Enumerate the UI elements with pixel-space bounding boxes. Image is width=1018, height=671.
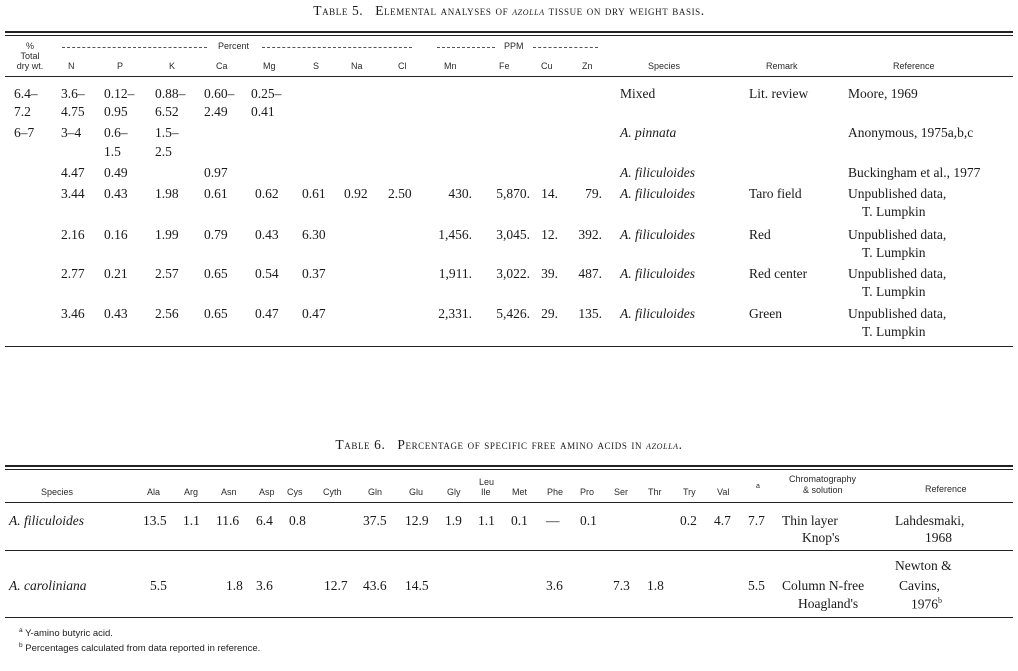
cell6-phe: 3.6 [546, 578, 563, 593]
cell-remark: Red center [749, 266, 808, 281]
cell-k: 1.98 [155, 186, 179, 201]
cell6-try: 0.2 [680, 513, 697, 528]
cell-ca: 0.97 [204, 165, 228, 180]
cell-ca: 0.65 [204, 306, 228, 321]
cell-zn: 487. [578, 266, 602, 281]
cell-cu: 29. [541, 306, 558, 321]
cell6-thr: 1.8 [647, 578, 664, 593]
table6-top-rule-thin [5, 469, 1013, 470]
cell-cl: 2.50 [388, 186, 412, 201]
footnote-b [19, 642, 260, 654]
hdr6-glu: Glu [409, 487, 424, 497]
footnote-text: Percentages calculated from data reported in reference. [25, 643, 261, 655]
species-name: A. filiculoides [9, 513, 84, 528]
cell-n: 3–4 [61, 125, 82, 140]
hdr6-cys: Cys [287, 487, 303, 497]
hdr-k: K [169, 61, 176, 71]
cell6-chrom1: Thin layer [782, 513, 838, 528]
cell-zn: 79. [585, 186, 602, 201]
species-name: A. filiculoides [620, 186, 695, 201]
species-name: A. filiculoides [620, 165, 695, 180]
hdr6-arg: Arg [184, 487, 199, 497]
cell-reference: Unpublished data, [848, 186, 947, 201]
cell-p: 0.16 [104, 227, 128, 242]
cell-p: 0.95 [104, 104, 128, 119]
cell-reference: Buckingham et al., 1977 [848, 165, 981, 180]
hdr-cu: Cu [541, 61, 553, 71]
cell6-a: 5.5 [748, 578, 765, 593]
cell-species [620, 306, 695, 322]
cell-n: 4.75 [61, 104, 85, 119]
footnote-text: Y-amino butyric acid. [25, 628, 113, 640]
cell6-ala: 5.5 [150, 578, 167, 593]
cell6-arg: 1.1 [183, 513, 200, 528]
cell6-gly: 1.9 [445, 513, 462, 528]
cell6-chrom1: Column N-free [782, 578, 865, 593]
percent-dash-right [262, 47, 412, 48]
hdr-na: Na [351, 61, 363, 71]
cell-mg: 0.54 [255, 266, 279, 281]
cell-ca: 0.60– [204, 86, 235, 101]
cell-reference-line2: T. Lumpkin [862, 324, 926, 339]
cell6-asn: 1.8 [226, 578, 243, 593]
cell-species [620, 227, 695, 243]
hdr-fe: Fe [499, 61, 510, 71]
cell-mg: 0.41 [251, 104, 275, 119]
hdr-reference: Reference [893, 61, 935, 71]
group-ppm: PPM [504, 41, 524, 51]
cell-ca: 2.49 [204, 104, 228, 119]
cell6-reference: Cavins, [899, 578, 940, 593]
cell-cu: 14. [541, 186, 558, 201]
cell-cu: 39. [541, 266, 558, 281]
cell6-glu: 14.5 [405, 578, 429, 593]
hdr6-chrom2: & solution [803, 485, 843, 495]
cell6-chrom2: Knop's [802, 530, 840, 545]
cell6-asp: 3.6 [256, 578, 273, 593]
cell-n: 4.47 [61, 165, 85, 180]
cell-dry: 6–7 [14, 125, 35, 140]
cell-reference: Unpublished data, [848, 306, 947, 321]
cell-remark: Green [749, 306, 782, 321]
cell6-met: 0.1 [511, 513, 528, 528]
cell-dry: 7.2 [14, 104, 31, 119]
ppm-dash-right [533, 47, 598, 48]
table6-row-rule [5, 550, 1013, 551]
cell-k: 2.57 [155, 266, 179, 281]
cell-p: 0.43 [104, 306, 128, 321]
cell-s: 0.47 [302, 306, 326, 321]
cell-n: 3.6– [61, 86, 85, 101]
cell6-reference-line2 [911, 596, 942, 613]
cell-k: 0.88– [155, 86, 186, 101]
species-name: A. filiculoides [620, 266, 695, 281]
cell-s: 6.30 [302, 227, 326, 242]
cell6-species [9, 578, 87, 594]
cell6-reference-line2: 1968 [925, 530, 952, 545]
hdr-zn: Zn [582, 61, 593, 71]
group-percent: Percent [218, 41, 250, 51]
table5-title-italic: azolla [512, 4, 545, 18]
cell-mn: 2,331. [438, 306, 472, 321]
cell-n: 3.46 [61, 306, 85, 321]
hdr6-met: Met [512, 487, 528, 497]
cell-fe: 5,870. [496, 186, 530, 201]
hdr6-cyth: Cyth [323, 487, 342, 497]
table6-title-italic: azolla [646, 438, 679, 452]
hdr-mn: Mn [444, 61, 457, 71]
cell-remark: Taro field [749, 186, 802, 201]
percent-dash-left [62, 47, 207, 48]
cell-mn: 1,456. [438, 227, 472, 242]
hdr6-asp: Asp [259, 487, 275, 497]
table5-label: Table 5. [313, 3, 364, 18]
footnote-mark: b [19, 642, 23, 649]
cell6-ala: 13.5 [143, 513, 167, 528]
hdr6-ile: Ile [481, 487, 491, 497]
cell-mg: 0.62 [255, 186, 279, 201]
cell-p: 0.49 [104, 165, 128, 180]
cell-ca: 0.65 [204, 266, 228, 281]
hdr-n: N [68, 61, 75, 71]
cell-p: 0.12– [104, 86, 135, 101]
hdr6-chrom1: Chromatography [789, 474, 857, 484]
hdr6-species: Species [41, 487, 74, 497]
table5-header-rule [5, 76, 1013, 77]
cell-mg: 0.43 [255, 227, 279, 242]
hdr-ca: Ca [216, 61, 228, 71]
ref-year: 1976 [911, 596, 938, 612]
hdr6-leu: Leu [479, 477, 495, 487]
species-name: A. pinnata [620, 125, 677, 140]
cell-p: 0.21 [104, 266, 128, 281]
cell6-a: 7.7 [748, 513, 765, 528]
cell6-species [9, 513, 84, 529]
cell-k: 2.56 [155, 306, 179, 321]
cell-reference-line2: T. Lumpkin [862, 204, 926, 219]
cell6-asn: 11.6 [216, 513, 240, 528]
table6-title-text: Percentage of specific free amino acids in [397, 437, 643, 452]
species-name: A. filiculoides [620, 227, 695, 242]
cell-species [620, 165, 695, 181]
cell-zn: 392. [578, 227, 602, 242]
cell-reference-line2: T. Lumpkin [862, 284, 926, 299]
cell-p: 0.6– [104, 125, 128, 140]
cell-s: 0.37 [302, 266, 326, 281]
cell-p: 0.43 [104, 186, 128, 201]
hdr6-a: a [756, 483, 760, 490]
cell-reference-line2: T. Lumpkin [862, 245, 926, 260]
cell-p: 1.5 [104, 144, 121, 159]
cell6-ser: 7.3 [613, 578, 630, 593]
footnote-mark: a [19, 627, 23, 634]
cell-n: 2.16 [61, 227, 85, 242]
table5-bottom-rule [5, 346, 1013, 347]
cell6-reference-line0: Newton & [895, 558, 952, 573]
hdr-remark: Remark [766, 61, 798, 71]
cell-k: 6.52 [155, 104, 179, 119]
ppm-dash-left [437, 47, 495, 48]
table6-top-rule [5, 465, 1013, 467]
table5-title [0, 3, 1018, 19]
footnote-a [19, 627, 113, 639]
cell6-cyth: 12.7 [324, 578, 348, 593]
hdr6-gly: Gly [447, 487, 461, 497]
species-name: A. filiculoides [620, 306, 695, 321]
cell6-phe: — [546, 513, 560, 528]
cell-remark: Red [749, 227, 771, 242]
cell6-gln: 37.5 [363, 513, 387, 528]
cell-zn: 135. [578, 306, 602, 321]
hdr-species: Species [648, 61, 681, 71]
table6-title-end: . [678, 437, 683, 452]
cell-ca: 0.79 [204, 227, 228, 242]
cell-mg: 0.25– [251, 86, 282, 101]
table6-title [0, 437, 1018, 453]
hdr6-reference: Reference [925, 484, 967, 494]
hdr6-ser: Ser [614, 487, 629, 497]
cell-reference: Moore, 1969 [848, 86, 918, 101]
hdr-p: P [117, 61, 124, 71]
hdr6-pro: Pro [580, 487, 595, 497]
hdr-total: Total [20, 51, 40, 61]
hdr6-ala: Ala [147, 487, 161, 497]
cell-fe: 3,022. [496, 266, 530, 281]
hdr6-gln: Gln [368, 487, 383, 497]
table6-header-rule [5, 502, 1013, 503]
cell6-val: 4.7 [714, 513, 731, 528]
hdr-s: S [313, 61, 320, 71]
cell-k: 2.5 [155, 144, 172, 159]
hdr6-asn: Asn [221, 487, 237, 497]
cell-species: Mixed [620, 86, 656, 101]
cell-s: 0.61 [302, 186, 326, 201]
cell-k: 1.99 [155, 227, 179, 242]
cell-mg: 0.47 [255, 306, 279, 321]
hdr-pct: % [25, 41, 34, 51]
cell-n: 2.77 [61, 266, 85, 281]
cell-reference: Unpublished data, [848, 227, 947, 242]
table5-top-rule [5, 31, 1013, 33]
table6-bottom-rule [5, 617, 1013, 618]
cell-na: 0.92 [344, 186, 368, 201]
cell-reference: Unpublished data, [848, 266, 947, 281]
hdr-cl: Cl [398, 61, 407, 71]
cell-cu: 12. [541, 227, 558, 242]
cell-k: 1.5– [155, 125, 179, 140]
table5-top-rule-thin [5, 35, 1013, 36]
cell-fe: 5,426. [496, 306, 530, 321]
cell-dry: 6.4– [14, 86, 38, 101]
cell6-cys: 0.8 [289, 513, 306, 528]
cell-remark: Lit. review [749, 86, 809, 101]
species-name: A. caroliniana [9, 578, 87, 593]
hdr6-val: Val [717, 487, 730, 497]
cell-reference: Anonymous, 1975a,b,c [848, 125, 974, 140]
cell6-reference: Lahdesmaki, [895, 513, 965, 528]
hdr6-try: Try [683, 487, 696, 497]
table5-title-text2: tissue on dry weight basis. [548, 3, 705, 18]
cell6-leu: 1.1 [478, 513, 495, 528]
cell-mn: 1,911. [438, 266, 472, 281]
cell6-glu: 12.9 [405, 513, 429, 528]
footnote-mark: b [938, 596, 942, 605]
cell-species [620, 266, 695, 282]
cell6-asp: 6.4 [256, 513, 273, 528]
hdr-mg: Mg [263, 61, 276, 71]
cell6-pro: 0.1 [580, 513, 597, 528]
table6-label: Table 6. [335, 437, 386, 452]
hdr6-thr: Thr [648, 487, 662, 497]
hdr-drywt: dry wt. [16, 61, 44, 71]
cell-species [620, 186, 695, 202]
cell-ca: 0.61 [204, 186, 228, 201]
cell6-chrom2: Hoagland's [798, 596, 859, 611]
hdr6-phe: Phe [547, 487, 564, 497]
cell6-gln: 43.6 [363, 578, 387, 593]
cell-mn: 430. [448, 186, 472, 201]
cell-species [620, 125, 676, 141]
table5-title-text: Elemental analyses of [375, 3, 509, 18]
cell-fe: 3,045. [496, 227, 530, 242]
cell-n: 3.44 [61, 186, 85, 201]
